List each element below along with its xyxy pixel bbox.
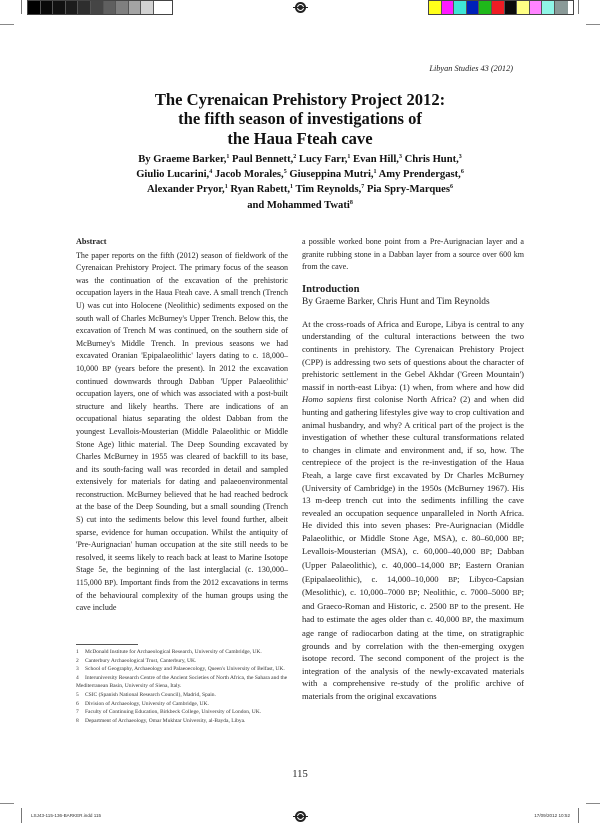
author-name: Giulio Lucarini,$^4$ <box>136 169 213 181</box>
gray-swatch <box>154 1 167 14</box>
color-swatch <box>555 1 568 14</box>
color-swatch <box>442 1 455 14</box>
author-name: Tim Reynolds,$^7$ <box>295 184 365 196</box>
author-list <box>80 152 520 213</box>
crop-mark-bottom-right <box>578 808 579 823</box>
gray-swatch <box>104 1 117 14</box>
right-column <box>302 236 524 703</box>
gray-swatch <box>141 1 154 14</box>
author-name: Ryan Rabett,$^1$ <box>230 184 294 196</box>
author-name: Giuseppina Mutri,$^1$ <box>289 169 377 181</box>
footnote-item: 1 McDonald Institute for Archaeological Research, University of Cambridge, UK. <box>76 649 262 655</box>
footnote-item: 4 Interuniversity Research Centre of the Ancient Societies of North Africa, the Sahara and the Mediterranean Basin, University of Siena, Italy. <box>76 674 288 690</box>
gray-swatch <box>66 1 79 14</box>
color-swatch <box>505 1 518 14</box>
crop-mark-top-right <box>578 0 579 14</box>
color-swatch <box>492 1 505 14</box>
crop-mark-left-lower <box>0 803 14 804</box>
color-swatch <box>517 1 530 14</box>
abstract-continued: a possible worked bone point from a Pre-Aurignacian layer and a granite rubbing stone in a Dabban layer from a source over 600 km from the cave. <box>302 237 524 272</box>
affiliation-marker: 1 <box>347 154 351 160</box>
author-name: Jacob Morales,$^5$ <box>214 169 287 181</box>
author-name: Amy Prendergast,$^6$ <box>378 169 464 181</box>
introduction-byline: By Graeme Barker, Chris Hunt and Tim Reynolds <box>302 296 490 307</box>
title-line: the fifth season of investigations of <box>178 109 422 129</box>
color-swatch <box>542 1 555 14</box>
author-name: Evan Hill,$^3$ <box>353 154 402 165</box>
gray-swatch <box>53 1 66 14</box>
affiliation-marker: 8 <box>349 199 353 206</box>
footnote-item: 2 Canterbury Archaeological Trust, Canterbury, UK. <box>76 657 197 664</box>
slug-filename: LSJ43-115-136-BARKER.indd 115 <box>31 813 102 818</box>
footnotes <box>76 648 292 725</box>
slug-timestamp: 17/09/2012 10:52 <box>534 813 570 818</box>
author-name: Pia Spry-Marques$^6$ <box>366 184 453 196</box>
gray-swatch <box>129 1 142 14</box>
affiliation-marker: 4 <box>209 169 213 176</box>
affiliation-marker: 1 <box>224 184 228 191</box>
abstract-body: The paper reports on the fifth (2012) season of fieldwork of the Cyrenaican Prehistory Project. The primary focus of the season was the continuation of the excavation of the prehistoric occupation layers in the Haua Fteah cave. A small trench (Trench U) was cut into Holocene (Neolithic) sediments exposed on the south wall of Charles McBurney's Upper Trench. Below this, the excavation of Trench M was continued, on the southern side of McBurney's Middle Trench. In previous seasons we had excavated Oranian 'Epipalaeolithic' layers dating to c. 18,000–10,000 BP (years before the present). In 2012 the excavation continued downwards through Dabban 'Upper Palaeolithic' occupation layers, one of which was associated with a post-built structure and likely hearths. There are indications of an occupational hiatus separating the oldest Dabban from the youngest Levallois-Mousterian (Middle Palaeolithic or Middle Stone Age) lithic material. The Deep Sounding excavated by Charles McBurney in 1955 was cleared of backfill to its base, and its south-facing wall was recorded in detail and sampled extensively for materials for dating and palaeoenvironmental reconstruction. McBurney believed that he had reached bedrock at the base of the Deep Sounding, but a small sounding (Trench S) cut into the sediments below this level found further, albeit sparse, evidence for human occupation. Whilst the antiquity of 'Pre-Aurignacian' human occupation at the site still needs to be resolved, it seems likely to reach back at least to Marine Isotope Stage 5e, the beginning of the last interglacial (c. 130,000–115,000 BP). Important finds from the 2012 excavations in terms of the behavioural complexity of the human groups using the cave include <box>76 250 289 613</box>
affiliation-marker: 3 <box>398 154 402 160</box>
grayscale-color-bar <box>27 0 173 15</box>
introduction-heading: Introduction <box>302 283 360 295</box>
abstract-section <box>76 236 288 615</box>
abstract-heading: Abstract <box>76 237 107 246</box>
registration-mark-bottom <box>295 811 306 822</box>
page-number: 115 <box>292 769 308 780</box>
color-swatch <box>454 1 467 14</box>
author-name: Lucy Farr,$^1$ <box>298 154 351 165</box>
color-swatch <box>467 1 480 14</box>
crop-mark-bottom-left <box>21 808 22 823</box>
crop-mark-top-left <box>21 0 22 14</box>
color-swatch <box>429 1 442 14</box>
article-title <box>0 90 600 148</box>
crop-mark-left-upper <box>0 24 14 25</box>
author-name: Chris Hunt,$^3$ <box>404 154 462 165</box>
species-name: Homo sapiens <box>302 394 353 405</box>
gray-swatch <box>28 1 41 14</box>
footnote-item: 7 Faculty of Continuing Education, Birkbeck College, University of London, UK. <box>76 709 262 716</box>
footnote-item: 6 Division of Archaeology, University of Cambridge, UK. <box>76 700 209 707</box>
journal-running-header: Libyan Studies 43 (2012) <box>429 64 513 73</box>
gray-swatch <box>91 1 104 14</box>
affiliation-marker: 1 <box>226 154 230 160</box>
affiliation-marker: 2 <box>293 154 297 160</box>
cmyk-color-bar <box>428 0 574 15</box>
color-swatch <box>479 1 492 14</box>
footnote-rule <box>76 644 138 645</box>
color-swatch <box>530 1 543 14</box>
gray-swatch <box>41 1 54 14</box>
title-line: The Cyrenaican Prehistory Project 2012: <box>154 90 446 109</box>
affiliation-marker: 6 <box>460 169 464 176</box>
gray-swatch <box>116 1 129 14</box>
author-name: Paul Bennett,$^2$ <box>232 154 297 165</box>
affiliation-marker: 3 <box>458 154 462 160</box>
affiliation-marker: 5 <box>283 169 287 176</box>
introduction-body: At the cross-roads of Africa and Europe, Libya is central to any understanding of the cultural interactions between the two continents in prehistory. The Cyrenaican Prehistory Project (CPP) is addressing two sets of questions about the character of prehistoric settlement in the Gebel Akhdar ('Green Mountain') massif in north-east Libya: (1) when, from where and how did Homo sapiens first colonise North Africa? (2) and when did hunting and gathering lifestyles give way to crop cultivation and animal husbandry, and why? A critical part of the project is the investigation of whether these cultural transformations related to changes in climate and environment and, if so, how. The centrepiece of the project is the re-investigation of the Haua Fteah, a large cave first excavated by Dr Charles McBurney (University of Cambridge) in the 1950s (McBurney 1967). His 13 m-deep trench cut into the sediments infilling the cave revealed an occupation sequence unparalleled in North Africa. He divided this into seven phases: Pre-Aurignacian (Middle Palaeolithic, or Middle Stone Age, MSA), c. 80–60,000 BP; Levallois-Mousterian (MSA), c. 60,000–40,000 BP; Dabban (Upper Palaeolithic), c. 40,000–14,000 BP; Eastern Oranian (Epipalaeolithic), c. 14,000–10,000 BP; Libyco-Capsian (Mesolithic), c. 10,000–7000 BP; Neolithic, c. 7000–5000 BP; and Graeco-Roman and Historic, c. 2500 BP to the present. He had to estimate the ages older than c. 40,000 BP, the maximum age range of radiocarbon dating at the time, on stratigraphic grounds and by correlation with the then-emerging oxygen isotope record. The second component of the project is the integration of the analysis of the newly-excavated materials with a comprehensive re-study of the prolific archive of materials from the original excavations <box>302 318 525 701</box>
affiliation-marker: 1 <box>290 184 294 191</box>
crop-mark-right-upper <box>586 24 600 25</box>
footnote-item: 8 Department of Archaeology, Omar Mukhtar University, al-Bayda, Libya. <box>76 717 246 724</box>
crop-mark-right-lower <box>586 803 600 804</box>
title-line: the Haua Fteah cave <box>227 128 373 148</box>
affiliation-marker: 6 <box>449 184 453 191</box>
footnote-item: 3 School of Geography, Archaeology and Palaeoecology, Queen's University of Belfast, UK. <box>76 666 285 673</box>
author-name: By Graeme Barker,$^1$ <box>138 154 230 165</box>
registration-mark-top <box>295 2 306 13</box>
author-name: and Mohammed Twati$^8$ <box>247 199 353 211</box>
affiliation-marker: 1 <box>373 169 377 176</box>
author-name: Alexander Pryor,$^1$ <box>147 184 228 196</box>
gray-swatch <box>78 1 91 14</box>
affiliation-marker: 7 <box>361 184 365 191</box>
footnote-item: 5 CSIC (Spanish National Research Council), Madrid, Spain. <box>76 691 216 698</box>
